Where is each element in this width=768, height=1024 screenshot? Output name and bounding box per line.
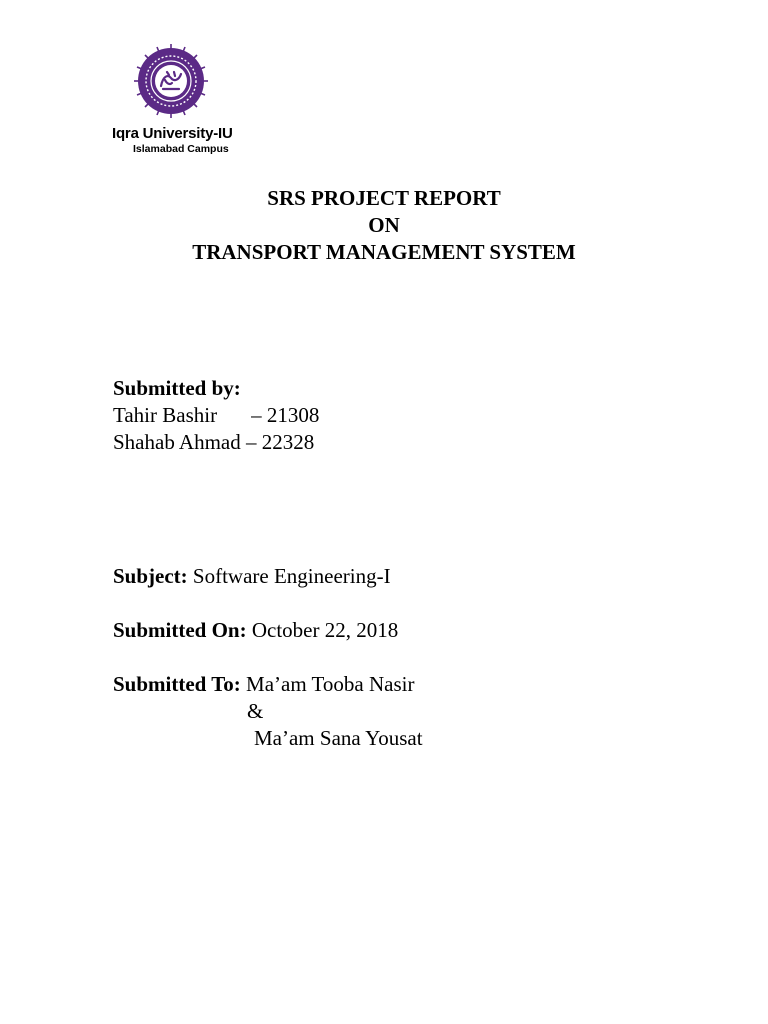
university-name: Iqra University-IU — [112, 125, 233, 142]
submitted-by-label: Submitted by: — [113, 376, 241, 400]
submitted-to-second: Ma’am Sana Yousat — [254, 726, 423, 750]
submitted-to-label: Submitted To: — [113, 672, 241, 696]
subject-value: Software Engineering-I — [192, 564, 391, 588]
subject-row — [113, 564, 391, 588]
submitted-to-first: Ma’am Tooba Nasir — [246, 672, 415, 696]
member-row — [113, 403, 319, 427]
seal-icon — [134, 44, 208, 118]
submitted-on-label: Submitted On: — [113, 618, 247, 642]
university-seal-logo — [134, 44, 208, 118]
subject-label: Subject: — [113, 564, 188, 588]
report-title-line-1: SRS PROJECT REPORT — [267, 186, 501, 210]
submitted-on-value: October 22, 2018 — [251, 618, 399, 642]
member-name: Tahir Bashir — [113, 403, 218, 427]
member-row — [113, 430, 314, 454]
member-id: – 21308 — [251, 403, 320, 427]
report-title-line-3: TRANSPORT MANAGEMENT SYSTEM — [192, 240, 576, 264]
report-title-line-2: ON — [368, 213, 400, 237]
campus-name: Islamabad Campus — [133, 143, 229, 155]
member-id: – 22328 — [245, 430, 315, 454]
submitted-on-row — [113, 618, 398, 642]
member-name: Shahab Ahmad — [113, 430, 241, 454]
submitted-to-joiner: & — [247, 699, 264, 723]
submitted-to-row — [113, 672, 414, 696]
